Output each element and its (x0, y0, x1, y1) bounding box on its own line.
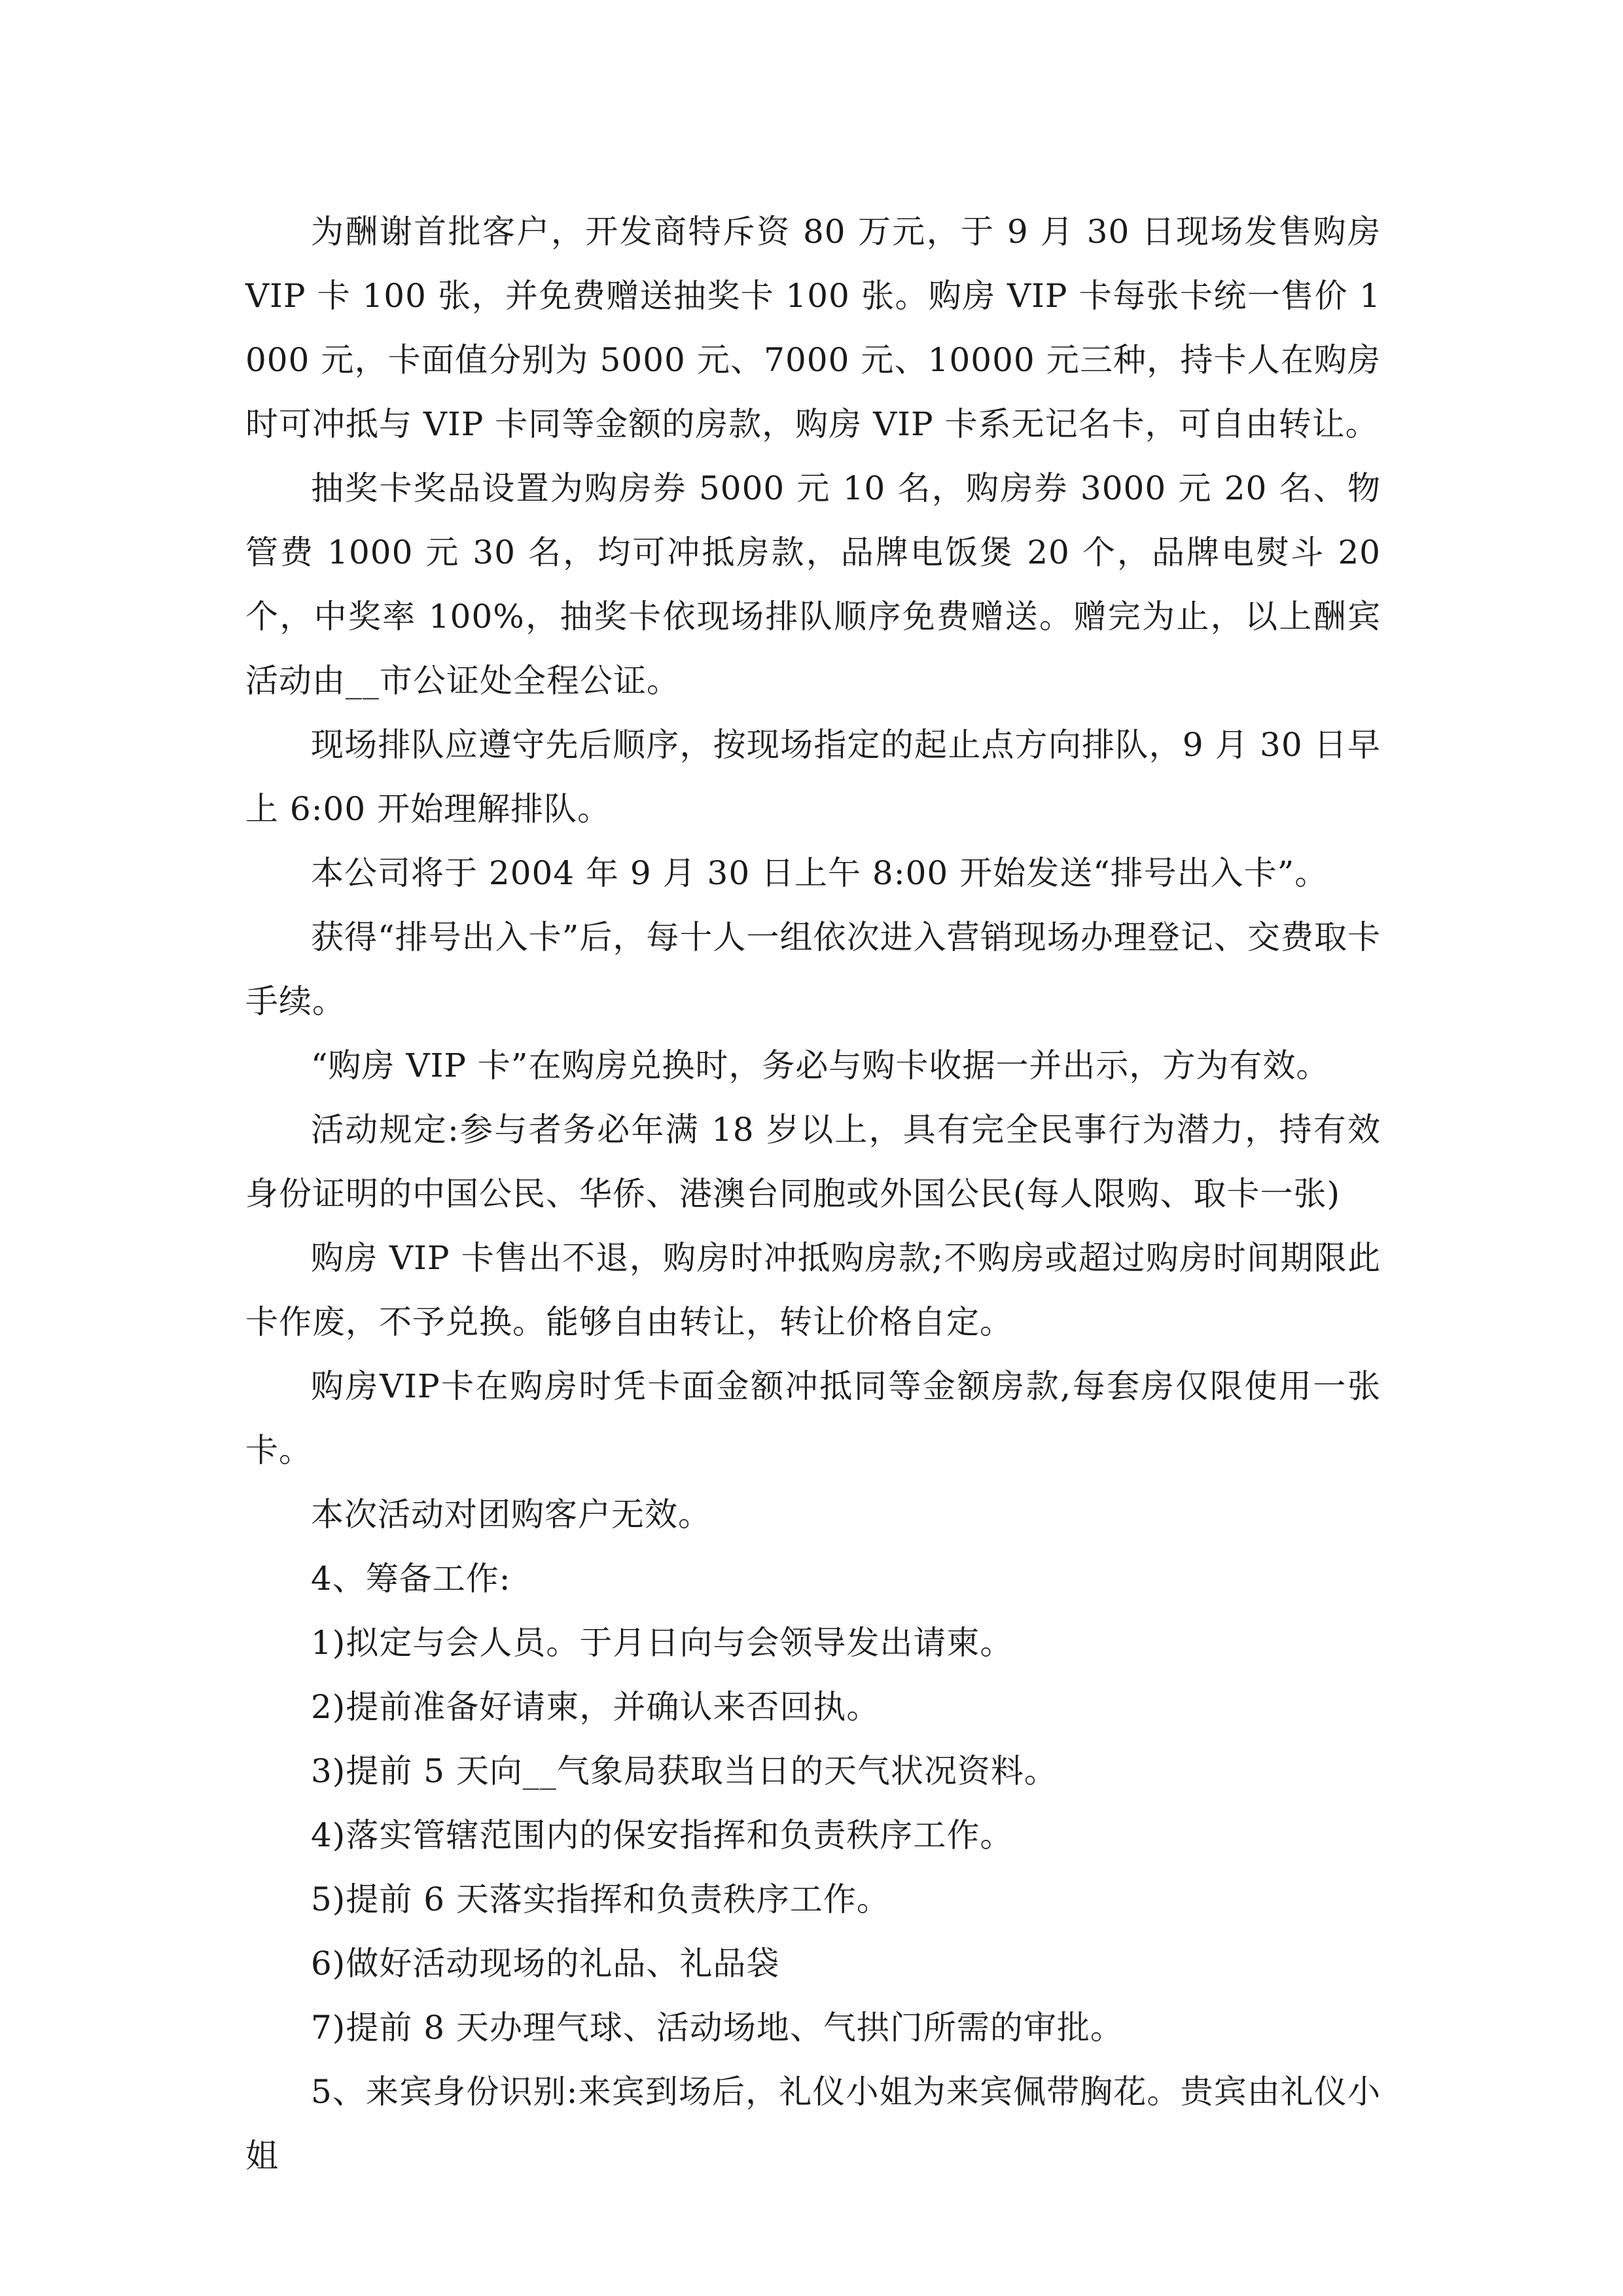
section-heading: 5、来宾身份识别:来宾到场后，礼仪小姐为来宾佩带胸花。贵宾由礼仪小姐 (245, 2073, 1381, 2175)
list-item: 3)提前 5 天向__气象局获取当日的天气状况资料。 (311, 1752, 1058, 1790)
document-body (245, 200, 1381, 2188)
paragraph: 本公司将于 2004 年 9 月 30 日上午 8:00 开始发送“排号出入卡”。 (311, 854, 1329, 892)
paragraph: 本次活动对团购客户无效。 (311, 1496, 711, 1534)
paragraph: “购房 VIP 卡”在购房兑换时，务必与购卡收据一并出示，方为有效。 (311, 1047, 1330, 1085)
paragraph: 购房 VIP 卡售出不退，购房时冲抵购房款;不购房或超过购房时间期限此卡作废，不予兑换。能够自由转让，转让价格自定。 (245, 1239, 1381, 1341)
paragraph: 为酬谢首批客户，开发商特斥资 80 万元，于 9 月 30 日现场发售购房 VIP 卡 100 张，并免费赠送抽奖卡 100 张。购房 VIP 卡每张卡统一售价 1000 元，卡面值分别为 5000 元、7000 元、10000 元三种，持卡人在购房时可冲抵与 VIP 卡同等金额的房款，购房 VIP 卡系无记名卡，可自由转让。 (245, 213, 1381, 443)
list-item: 2)提前准备好请柬，并确认来否回执。 (311, 1688, 880, 1726)
paragraph: 活动规定:参与者务必年满 18 岁以上，具有完全民事行为潜力，持有效身份证明的中国公民、华侨、港澳台同胞或外国公民(每人限购、取卡一张) (245, 1111, 1381, 1213)
paragraph: 现场排队应遵守先后顺序，按现场指定的起止点方向排队，9 月 30 日早上 6:00 开始理解排队。 (245, 726, 1381, 828)
list-item: 5)提前 6 天落实指挥和负责秩序工作。 (311, 1880, 890, 1918)
section-heading: 4、筹备工作: (311, 1560, 511, 1598)
paragraph: 购房VIP卡在购房时凭卡面金额冲抵同等金额房款,每套房仅限使用一张卡。 (245, 1367, 1381, 1469)
paragraph: 获得“排号出入卡”后，每十人一组依次进入营销现场办理登记、交费取卡手续。 (245, 918, 1381, 1020)
list-item: 4)落实管辖范围内的保安指挥和负责秩序工作。 (311, 1816, 1014, 1854)
paragraph: 抽奖卡奖品设置为购房券 5000 元 10 名，购房券 3000 元 20 名、物管费 1000 元 30 名，均可冲抵房款，品牌电饭煲 20 个，品牌电熨斗 20 个，中奖率 100%，抽奖卡依现场排队顺序免费赠送。赠完为止，以上酬宾活动由__市公证处全程公证。 (245, 469, 1381, 700)
list-item: 1)拟定与会人员。于月日向与会领导发出请柬。 (311, 1624, 1014, 1662)
list-item: 6)做好活动现场的礼品、礼品袋 (311, 1945, 780, 1982)
list-item: 7)提前 8 天办理气球、活动场地、气拱门所需的审批。 (311, 2009, 1124, 2047)
